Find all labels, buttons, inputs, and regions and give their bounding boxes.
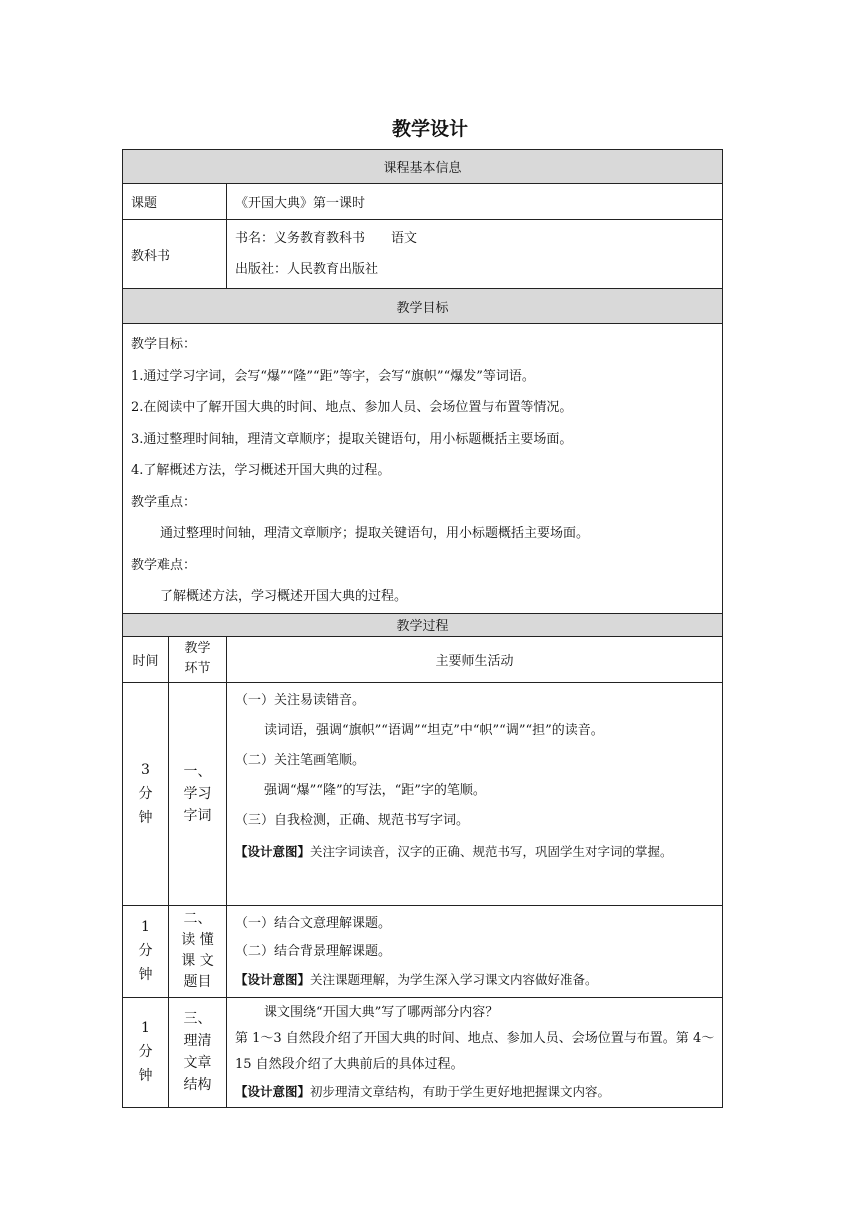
activity-line: （一）关注易读错音。: [235, 692, 366, 708]
stage-line: 三、: [183, 1011, 212, 1027]
col-stage-header: [169, 636, 227, 682]
col-stage-line: 环节: [184, 661, 211, 676]
row-1-stage: [169, 682, 227, 905]
stage-line: 题目: [183, 974, 212, 990]
col-time-header: 时间: [123, 636, 169, 682]
time-char: 1: [141, 1020, 150, 1036]
page-title: 教学设计: [391, 118, 468, 140]
time-char: 分: [138, 785, 153, 802]
design-intent-text: 初步理清文章结构，有助于学生更好地把握课文内容。: [310, 1083, 611, 1099]
time-char: 分: [138, 1044, 153, 1060]
activity-line: 强调“爆”“隆”的写法，“距”字的笔顺。: [264, 782, 486, 798]
key-point-text: 通过整理时间轴，理清文章顺序；提取关键语句，用小标题概括主要场面。: [160, 526, 590, 541]
objective-item: 4.了解概述方法，学习概述开国大典的过程。: [131, 463, 391, 478]
row-2-time: [123, 905, 169, 997]
objectives-body: [123, 324, 723, 614]
stage-line: 学习: [183, 785, 212, 802]
stage-line: 读 懂: [181, 932, 214, 948]
activity-line: 课文围绕“开国大典”写了哪两部分内容？: [264, 1004, 499, 1020]
activity-line: （一）结合文意理解课题。: [235, 915, 392, 931]
design-intent: [235, 836, 722, 867]
stage-line: 文章: [183, 1055, 212, 1071]
difficulty-label: 教学难点：: [131, 557, 197, 573]
col-stage-line: 教学: [184, 641, 211, 656]
time-char: 1: [141, 919, 150, 935]
textbook-publisher: 出版社：人民教育出版社: [235, 262, 379, 277]
design-intent-text: 关注字词读音，汉字的正确、规范书写，巩固学生对字词的掌握。: [310, 843, 673, 859]
objective-item: 2.在阅读中了解开国大典的时间、地点、参加人员、会场位置与布置等情况。: [131, 400, 573, 415]
activity-line: 读词语，强调“旗帜”“语调”“坦克”中“帜”“调”“担”的读音。: [264, 722, 604, 738]
stage-line: 理清: [183, 1033, 212, 1049]
topic-label: 课题: [123, 184, 227, 220]
row-3-time: [123, 997, 169, 1107]
objective-item: 3.通过整理时间轴，理清文章顺序；提取关键语句，用小标题概括主要场面。: [131, 431, 573, 447]
time-char: 钟: [138, 809, 153, 826]
process-header: 教学过程: [123, 613, 723, 636]
row-2-stage: [169, 905, 227, 997]
activity-line: 第 1～3 自然段介绍了开国大典的时间、地点、参加人员、会场位置与布置。第 4～15 自然段介绍了大典前后的具体过程。: [235, 1030, 715, 1072]
stage-line: 一、: [183, 763, 212, 780]
design-intent-tag: 【设计意图】: [235, 971, 311, 987]
lesson-plan-table: [122, 149, 723, 1108]
design-intent-tag: 【设计意图】: [235, 843, 311, 859]
textbook-label: 教科书: [123, 220, 227, 289]
time-char: 钟: [138, 967, 153, 983]
stage-line: 课 文: [181, 953, 214, 969]
topic-value: 《开国大典》第一课时: [227, 184, 723, 220]
activity-line: （二）关注笔画笔顺。: [235, 752, 366, 768]
textbook-value: [227, 220, 723, 289]
col-activity-header: 主要师生活动: [227, 636, 723, 682]
key-point-label: 教学重点：: [131, 494, 197, 510]
objectives-header: 教学目标: [123, 289, 723, 324]
stage-line: 结构: [183, 1077, 212, 1093]
row-1-activity: [227, 682, 723, 905]
row-1-time: [123, 682, 169, 905]
objective-item: 1.通过学习字词，会写“爆”“隆”“距”等字，会写“旗帜”“爆发”等词语。: [131, 368, 535, 384]
stage-line: 二、: [183, 911, 212, 927]
time-char: 3: [141, 761, 150, 778]
stage-line: 字词: [183, 807, 212, 824]
time-char: 分: [138, 943, 153, 959]
design-intent: [235, 1078, 716, 1105]
difficulty-text: 了解概述方法，学习概述开国大典的过程。: [160, 589, 408, 604]
design-intent-text: 关注课题理解，为学生深入学习课文内容做好准备。: [310, 971, 598, 987]
basic-info-header: 课程基本信息: [123, 150, 723, 184]
design-intent: [235, 966, 722, 994]
activity-line: （二）结合背景理解课题。: [235, 943, 392, 959]
time-char: 钟: [138, 1068, 153, 1084]
row-2-activity: [227, 905, 723, 997]
row-3-stage: [169, 997, 227, 1107]
objectives-label: 教学目标：: [131, 337, 197, 352]
textbook-name: 书名：义务教育教科书 语文: [235, 230, 418, 246]
activity-line: （三）自我检测，正确、规范书写字词。: [235, 812, 470, 828]
row-3-activity: [227, 997, 723, 1107]
design-intent-tag: 【设计意图】: [235, 1083, 311, 1099]
